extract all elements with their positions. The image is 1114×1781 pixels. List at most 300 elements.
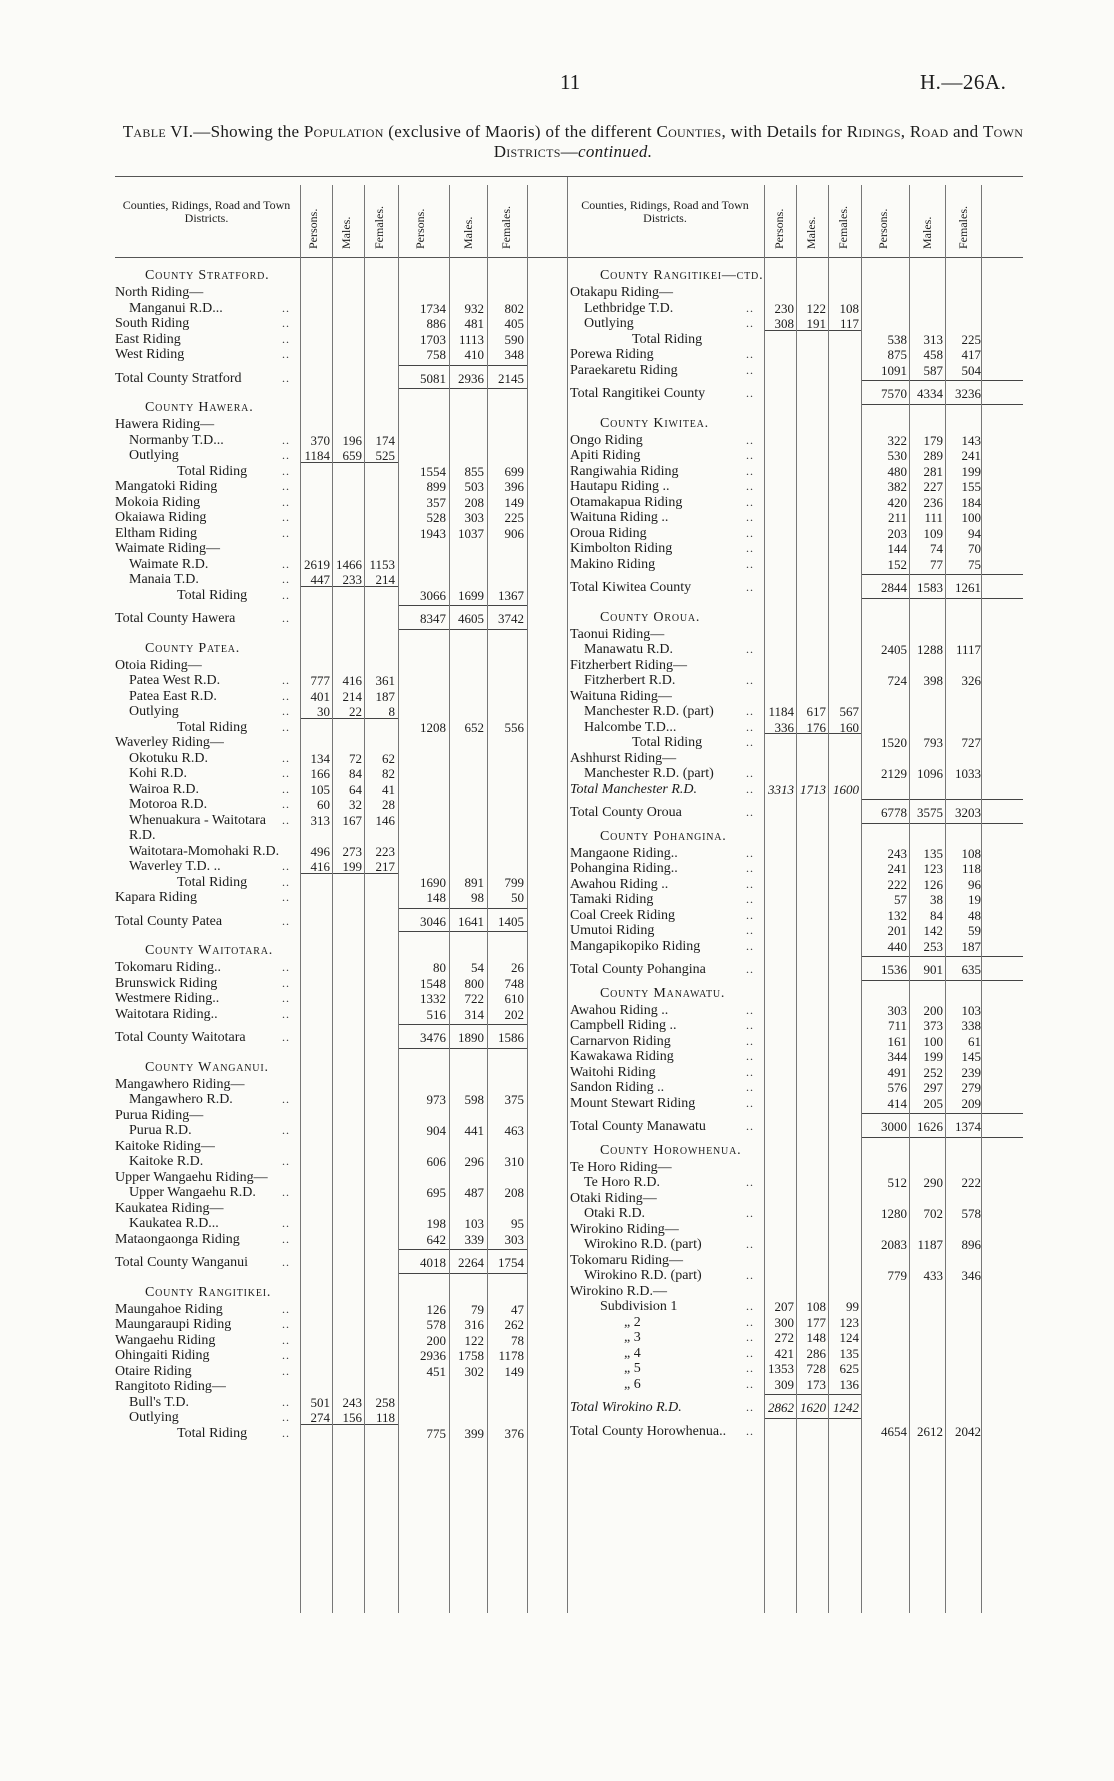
district-name: Maungahoe Riding	[115, 1301, 223, 1317]
total-rule	[764, 1394, 861, 1395]
cell-value: 203	[887, 525, 907, 541]
subtotal-rule	[764, 330, 861, 331]
cell-value: 1641	[458, 913, 484, 929]
leader-dots: ..	[282, 1301, 290, 1316]
cell-value: 211	[887, 510, 907, 525]
district-name: Total Wirokino R.D.	[570, 1400, 682, 1415]
cell-value: 441	[464, 1123, 484, 1138]
total-rule	[861, 1113, 1023, 1114]
leader-dots: ..	[746, 876, 754, 891]
leader-dots: ..	[746, 510, 754, 524]
cell-value: 1178	[498, 1348, 524, 1363]
subtotal-rule	[300, 1424, 398, 1425]
column-header-label: Males.	[920, 216, 934, 249]
leader-dots: ..	[746, 1064, 754, 1079]
cell-value: 134	[310, 750, 330, 766]
cell-value: 504	[961, 362, 981, 378]
column-header-label: Males.	[339, 216, 353, 249]
cell-value: 103	[961, 1002, 981, 1018]
leader-dots: ..	[746, 719, 754, 734]
cell-value: 145	[961, 1049, 981, 1064]
subtotal-rule	[764, 733, 861, 734]
district-name: Wirokino Riding—	[570, 1221, 679, 1237]
table-row	[115, 1076, 567, 1093]
cell-value: 155	[961, 479, 981, 494]
column-header-label: Persons.	[413, 208, 427, 249]
district-name: North Riding—	[115, 285, 204, 300]
table-row	[115, 657, 567, 674]
leader-dots: ..	[746, 1018, 754, 1032]
district-name: Kapara Riding	[115, 890, 198, 905]
cell-value: 243	[342, 1394, 362, 1410]
county-name: County Rangitikei—ctd.	[600, 268, 764, 283]
cell-value: 6778	[881, 805, 907, 820]
cell-value: 146	[375, 812, 395, 828]
cell-value: 480	[887, 463, 907, 479]
table-row	[115, 1316, 567, 1333]
district-name: Manganui R.D...	[129, 300, 223, 316]
cell-value: 598	[464, 1092, 484, 1107]
cell-value: 82	[382, 766, 395, 781]
district-name: Hawera Riding—	[115, 417, 215, 432]
cell-value: 799	[504, 874, 524, 890]
caption-part: Ridings	[846, 122, 901, 141]
cell-value: 241	[961, 448, 981, 463]
district-name: Te Horo R.D.	[584, 1175, 661, 1190]
district-name: „ 6	[624, 1376, 641, 1392]
cell-value: 149	[504, 494, 524, 510]
table-row	[115, 1231, 567, 1248]
district-name: Total County Oroua	[570, 805, 682, 820]
cell-value: 205	[923, 1095, 943, 1111]
district-name: Waimate Riding—	[115, 541, 221, 556]
cell-value: 2405	[881, 642, 907, 657]
table-row	[115, 587, 567, 604]
subtotal-rule	[300, 462, 398, 463]
leader-dots: ..	[282, 432, 290, 447]
cell-value: 222	[887, 876, 907, 892]
cell-value: 179	[923, 432, 943, 448]
table-row	[115, 812, 567, 829]
cell-value: 3000	[881, 1119, 907, 1134]
cell-value: 1583	[917, 580, 943, 595]
county-heading	[115, 1284, 567, 1301]
county-name: County Rangitikei.	[145, 1284, 272, 1300]
leader-dots: ..	[282, 370, 290, 385]
cell-value: 1242	[833, 1400, 859, 1415]
total-rule	[861, 404, 1023, 405]
cell-value: 230	[774, 300, 794, 316]
cell-value: 94	[968, 525, 981, 541]
district-name: Apiti Riding	[570, 448, 641, 463]
gridline	[398, 185, 399, 1613]
cell-value: 1091	[881, 362, 907, 378]
table-row	[115, 1169, 567, 1186]
table-row	[115, 300, 567, 317]
total-rule	[398, 365, 527, 366]
cell-value: 875	[887, 347, 907, 362]
cell-value: 105	[310, 781, 330, 797]
cell-value: 758	[426, 347, 446, 362]
total-rule	[861, 980, 1023, 981]
caption-part: ,	[900, 122, 910, 141]
district-name: Waitotara-Momohaki R.D.	[129, 843, 280, 859]
leader-dots: ..	[746, 463, 754, 478]
cell-value: 290	[923, 1175, 943, 1190]
cell-value: 57	[894, 892, 907, 907]
table-caption	[118, 122, 1028, 162]
cell-value: 973	[426, 1092, 446, 1107]
leader-dots: ..	[746, 892, 754, 906]
district-name: Total County Wanganui	[115, 1255, 248, 1270]
cell-value: 1367	[498, 587, 524, 603]
cell-value: 414	[887, 1095, 907, 1111]
leader-dots: ..	[282, 1332, 290, 1347]
district-name: Total County Manawatu	[570, 1119, 706, 1134]
cell-value: 326	[961, 673, 981, 688]
cell-value: 417	[961, 347, 981, 362]
caption-part: Town Districts	[493, 122, 1024, 161]
leader-dots: ..	[746, 781, 754, 796]
cell-value: 2936	[458, 370, 484, 386]
cell-value: 3476	[420, 1030, 446, 1045]
cell-value: 1943	[420, 525, 446, 541]
cell-value: 420	[887, 494, 907, 510]
leader-dots: ..	[746, 1423, 754, 1438]
cell-value: 132	[887, 907, 907, 923]
district-name: Tokomaru Riding..	[115, 960, 221, 975]
cell-value: 200	[426, 1332, 446, 1348]
district-name: Hautapu Riding ..	[570, 479, 670, 494]
caption-part: continued.	[578, 142, 653, 161]
cell-value: 722	[464, 991, 484, 1006]
cell-value: 405	[504, 316, 524, 331]
cell-value: 2145	[498, 370, 524, 386]
cell-value: 338	[961, 1018, 981, 1033]
leader-dots: ..	[282, 1394, 290, 1409]
district-name: Outlying	[584, 316, 634, 331]
leader-dots: ..	[282, 1006, 290, 1021]
total-rule	[398, 1048, 527, 1049]
cell-value: 348	[504, 347, 524, 362]
gridline	[909, 185, 910, 1613]
leader-dots: ..	[282, 797, 290, 811]
cell-value: 19	[968, 892, 981, 907]
table-row	[115, 765, 567, 782]
cell-value: 1184	[304, 448, 330, 463]
leader-dots: ..	[746, 1314, 754, 1329]
cell-value: 1037	[458, 525, 484, 541]
leader-dots: ..	[282, 874, 290, 889]
leader-dots: ..	[746, 347, 754, 361]
district-name: Kawakawa Riding	[570, 1049, 674, 1064]
leader-dots: ..	[282, 587, 290, 602]
leader-dots: ..	[282, 331, 290, 346]
cell-value: 122	[464, 1332, 484, 1348]
leader-dots: ..	[282, 704, 290, 718]
leader-dots: ..	[282, 611, 290, 625]
cell-value: 84	[349, 766, 362, 781]
cell-value: 281	[923, 463, 943, 479]
district-name: Outlying	[129, 704, 179, 719]
cell-value: 724	[887, 673, 907, 688]
column-header-total-males	[914, 185, 944, 253]
district-name: Total County Patea	[115, 913, 223, 929]
district-name: Awahou Riding ..	[570, 876, 669, 892]
column-header-title: Counties, Ridings, Road and Town Districts.	[581, 198, 749, 225]
cell-value: 3203	[955, 805, 981, 820]
cell-value: 2264	[458, 1255, 484, 1270]
gridline	[796, 185, 797, 1613]
total-rule	[861, 380, 1023, 381]
leader-dots: ..	[746, 1237, 754, 1251]
cell-value: 1703	[420, 331, 446, 347]
cell-value: 5081	[420, 370, 446, 386]
cell-value: 64	[349, 781, 362, 797]
cell-value: 339	[464, 1231, 484, 1247]
cell-value: 516	[426, 1006, 446, 1022]
table-row	[115, 672, 567, 689]
cell-value: 59	[968, 923, 981, 938]
cell-value: 142	[923, 923, 943, 938]
cell-value: 1626	[917, 1119, 943, 1134]
cell-value: 84	[930, 907, 943, 923]
leader-dots: ..	[746, 907, 754, 922]
county-name: County Hawera.	[145, 400, 254, 415]
cell-value: 74	[930, 541, 943, 556]
cell-value: 1187	[917, 1237, 943, 1252]
district-name: Manaia T.D.	[129, 572, 199, 587]
leader-dots: ..	[282, 1185, 290, 1199]
column-header-label: Females.	[499, 206, 513, 249]
district-name: Total Rangitikei County	[570, 386, 706, 401]
district-name: Lethbridge T.D.	[584, 300, 674, 316]
gridline	[945, 185, 946, 1613]
cell-value: 702	[923, 1206, 943, 1221]
cell-value: 243	[887, 845, 907, 861]
cell-value: 487	[464, 1185, 484, 1200]
district-name: „ 4	[624, 1345, 641, 1361]
cell-value: 28	[382, 797, 395, 812]
leader-dots: ..	[746, 1080, 754, 1094]
column-header-persons	[766, 185, 796, 253]
gridline	[449, 185, 450, 1613]
cell-value: 100	[961, 510, 981, 525]
cell-value: 1184	[768, 704, 794, 719]
cell-value: 279	[961, 1080, 981, 1095]
cell-value: 258	[375, 1394, 395, 1410]
table-row	[115, 1122, 567, 1139]
cell-value: 2042	[955, 1423, 981, 1439]
district-name: Taonui Riding—	[570, 626, 665, 642]
cell-value: 1554	[420, 463, 446, 479]
county-name: County Stratford.	[145, 268, 270, 283]
leader-dots: ..	[746, 766, 754, 780]
cell-value: 274	[310, 1410, 330, 1425]
leader-dots: ..	[282, 991, 290, 1005]
cell-value: 652	[464, 719, 484, 735]
district-name: Rangitoto Riding—	[115, 1379, 226, 1394]
leader-dots: ..	[282, 525, 290, 540]
cell-value: 108	[961, 845, 981, 861]
column-header-females	[366, 185, 396, 253]
cell-value: 899	[426, 479, 446, 494]
cell-value: 252	[923, 1064, 943, 1080]
district-name: Brunswick Riding	[115, 975, 218, 991]
cell-value: 398	[923, 673, 943, 688]
cell-value: 187	[961, 938, 981, 954]
total-rule	[398, 388, 527, 389]
cell-value: 177	[806, 1314, 826, 1330]
cell-value: 1890	[458, 1030, 484, 1045]
cell-value: 642	[426, 1231, 446, 1247]
district-name: Total Riding	[177, 587, 248, 603]
cell-value: 802	[504, 300, 524, 316]
table-row	[115, 1301, 567, 1318]
district-name: Total County Pohangina	[570, 962, 706, 977]
district-name: Mangapikopiko Riding	[570, 938, 701, 954]
leader-dots: ..	[282, 673, 290, 687]
cell-value: 501	[310, 1394, 330, 1410]
cell-value: 635	[961, 962, 981, 977]
leader-dots: ..	[746, 448, 754, 462]
district-name: Outlying	[129, 448, 179, 463]
district-name: Okotuku R.D.	[129, 750, 208, 766]
district-name: Kaitoke R.D.	[129, 1154, 204, 1169]
district-name: „ 5	[624, 1361, 641, 1376]
table-row	[115, 889, 567, 906]
cell-value: 576	[887, 1080, 907, 1095]
cell-value: 361	[375, 673, 395, 688]
column-header-females	[830, 185, 860, 253]
cell-value: 1405	[498, 913, 524, 929]
district-name: Total County Stratford	[115, 370, 242, 386]
table-row	[115, 959, 567, 976]
cell-value: 421	[774, 1345, 794, 1361]
table-row	[115, 1378, 567, 1395]
cell-value: 617	[806, 704, 826, 719]
page-number: 11	[560, 70, 581, 94]
district-name: Upper Wangaehu Riding—	[115, 1169, 268, 1185]
district-name: Kaukatea Riding—	[115, 1200, 224, 1216]
district-name: Rangiwahia Riding	[570, 463, 679, 479]
leader-dots: ..	[746, 1330, 754, 1344]
cell-value: 538	[887, 331, 907, 347]
cell-value: 711	[887, 1018, 907, 1033]
table-row	[115, 1254, 567, 1271]
table-row	[115, 734, 567, 751]
cell-value: 1261	[955, 580, 981, 595]
cell-value: 126	[923, 876, 943, 892]
district-name: Pohangina Riding..	[570, 861, 678, 876]
cell-value: 370	[310, 432, 330, 448]
cell-value: 357	[426, 494, 446, 510]
district-name: Eltham Riding	[115, 525, 198, 541]
cell-value: 199	[342, 859, 362, 874]
cell-value: 1754	[498, 1255, 524, 1270]
county-name: County Pohangina.	[600, 828, 727, 844]
column-header-total-females	[493, 185, 523, 253]
district-name: Kaitoke Riding—	[115, 1138, 215, 1154]
district-name: Manchester R.D. (part)	[584, 766, 714, 781]
leader-dots: ..	[746, 1049, 754, 1063]
cell-value: 117	[839, 316, 859, 331]
cell-value: 590	[504, 331, 524, 347]
total-rule	[398, 931, 527, 932]
district-name: Upper Wangaehu R.D.	[129, 1185, 256, 1200]
cell-value: 98	[471, 890, 484, 905]
cell-value: 1280	[881, 1206, 907, 1221]
cell-value: 3066	[420, 587, 446, 603]
county-name: County Patea.	[145, 640, 241, 656]
leader-dots: ..	[282, 448, 290, 462]
column-header-label: Males.	[804, 216, 818, 249]
table-row	[115, 463, 567, 480]
district-name: Mangawhero R.D.	[129, 1092, 233, 1107]
cell-value: 1520	[881, 735, 907, 750]
leader-dots: ..	[746, 962, 754, 976]
cell-value: 184	[961, 494, 981, 510]
district-name: Purua Riding—	[115, 1107, 204, 1123]
total-rule	[861, 574, 1023, 575]
cell-value: 1620	[800, 1400, 826, 1415]
district-name: Fitzherbert R.D.	[584, 673, 676, 688]
cell-value: 3575	[917, 805, 943, 820]
cell-value: 2936	[420, 1348, 446, 1363]
column-header-total-persons	[407, 185, 437, 253]
cell-value: 458	[923, 347, 943, 362]
cell-value: 99	[846, 1299, 859, 1314]
leader-dots: ..	[746, 479, 754, 493]
district-name: Wangaehu Riding	[115, 1332, 216, 1348]
leader-dots: ..	[282, 1092, 290, 1106]
cell-value: 75	[968, 556, 981, 572]
cell-value: 60	[317, 797, 330, 812]
cell-value: 233	[342, 572, 362, 587]
cell-value: 225	[504, 510, 524, 525]
table-row	[115, 688, 567, 705]
cell-value: 906	[504, 525, 524, 541]
cell-value: 2129	[881, 766, 907, 781]
cell-value: 3313	[768, 781, 794, 797]
cell-value: 118	[375, 1410, 395, 1425]
cell-value: 779	[887, 1268, 907, 1283]
table-row	[115, 432, 567, 449]
cell-value: 396	[504, 479, 524, 494]
district-name: Otoia Riding—	[115, 657, 202, 673]
cell-value: 336	[774, 719, 794, 735]
caption-part: (exclusive of Maoris) of the different	[383, 122, 657, 141]
table-row	[115, 874, 567, 891]
table-row	[115, 1107, 567, 1124]
district-name: Te Horo Riding—	[570, 1159, 672, 1175]
cell-value: 1033	[955, 766, 981, 781]
caption-part: —	[560, 142, 578, 161]
cell-value: 100	[923, 1033, 943, 1049]
cell-value: 227	[923, 479, 943, 494]
district-name: Wirokino R.D.—	[570, 1283, 668, 1299]
cell-value: 118	[961, 861, 981, 876]
gridline	[300, 185, 301, 1613]
district-name: Waituna Riding ..	[570, 510, 669, 525]
cell-value: 1600	[833, 781, 859, 797]
cell-value: 161	[887, 1033, 907, 1049]
district-name: Otakapu Riding—	[570, 285, 674, 300]
district-name: Kaukatea R.D...	[129, 1216, 219, 1231]
cell-value: 222	[961, 1175, 981, 1190]
total-rule	[764, 1418, 861, 1419]
cell-value: 491	[887, 1064, 907, 1080]
